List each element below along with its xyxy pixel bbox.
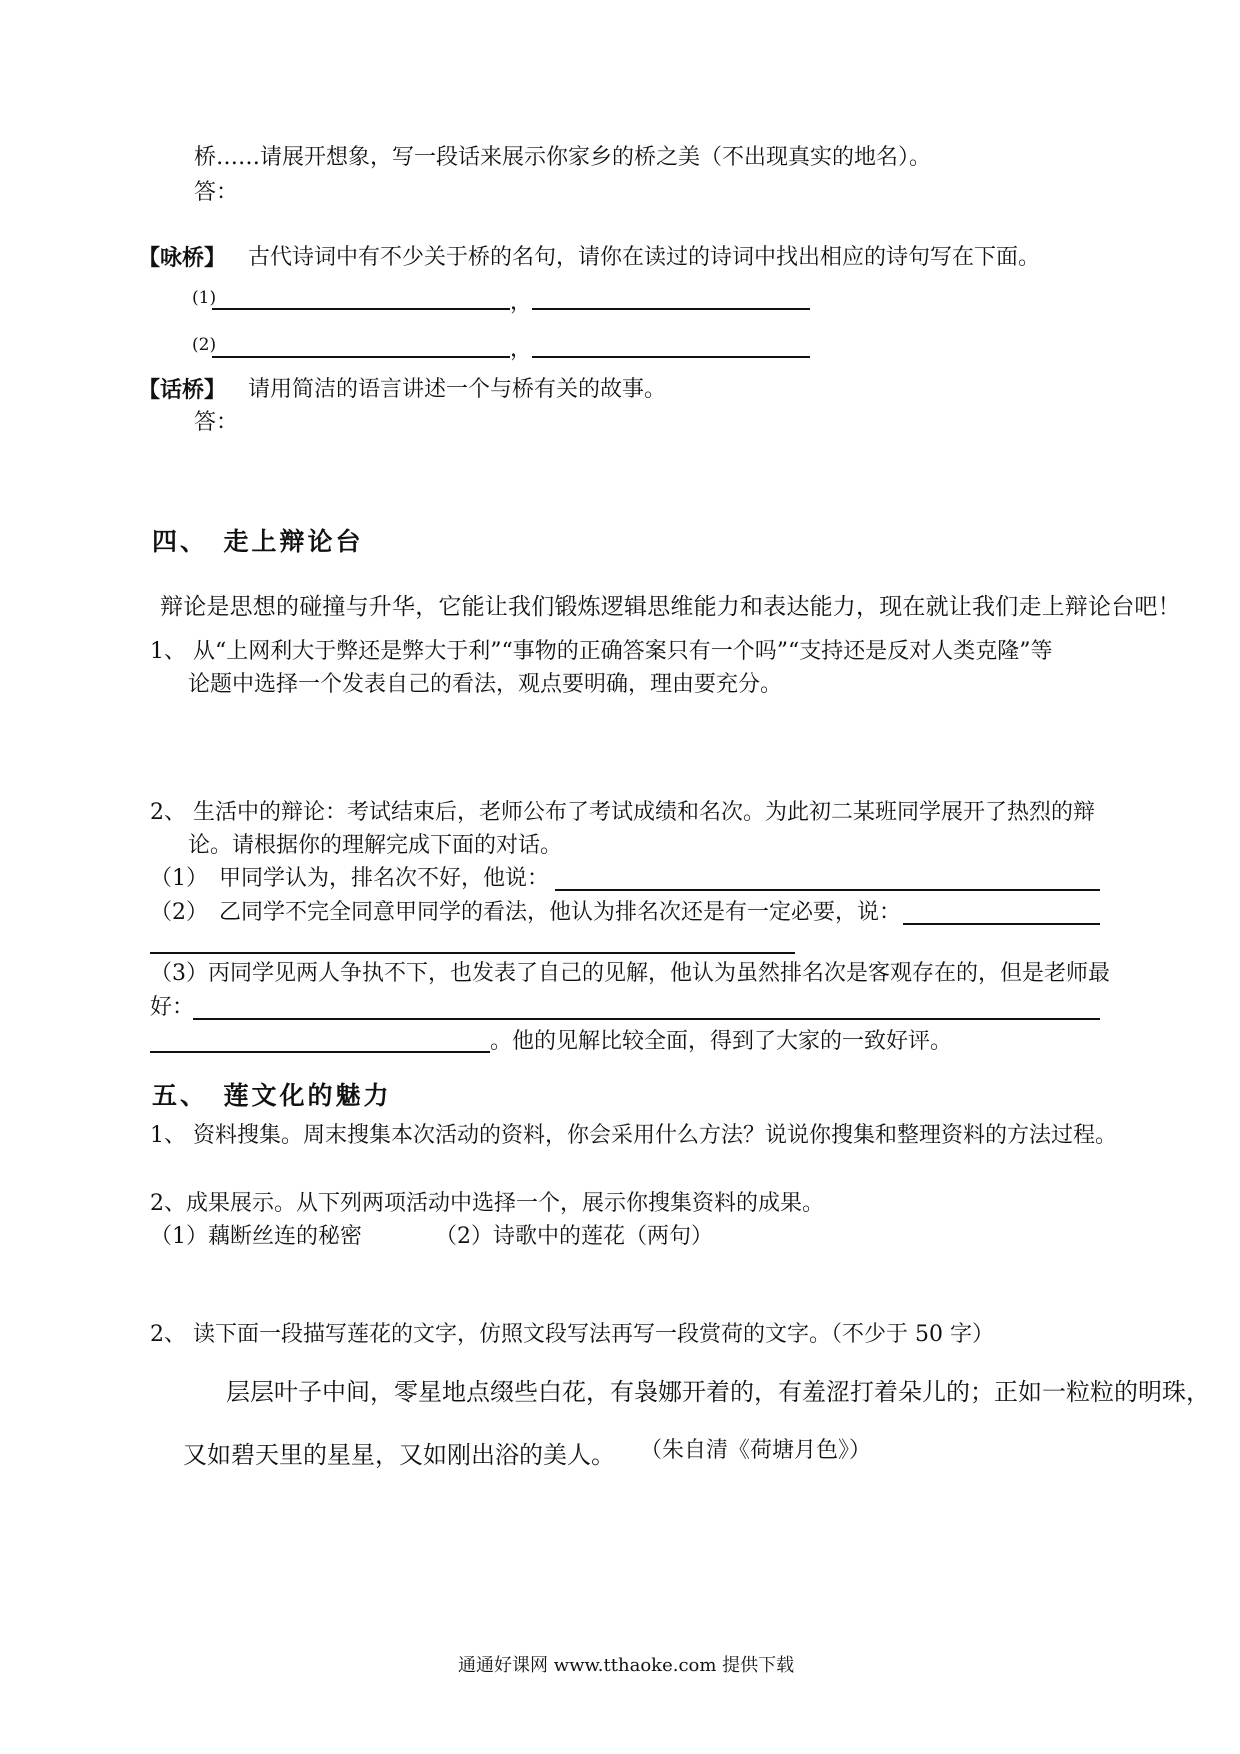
question-text: 2、 生活中的辩论：考试结束后，老师公布了考试成绩和名次。为此初二某班同学展开了热烈的辩 (150, 800, 1095, 825)
section-heading: 四、 走上辩论台 (152, 527, 364, 556)
answer-label: 答： (194, 180, 239, 205)
blank-item-label: (1) (192, 288, 217, 308)
answer-blank[interactable] (555, 889, 1100, 891)
answer-blank[interactable] (532, 356, 810, 358)
answer-blank[interactable] (150, 952, 795, 954)
blank-item-label: (2) (192, 335, 217, 355)
yong-qiao-text: 古代诗词中有不少关于桥的名句，请你在读过的诗词中找出相应的诗句写在下面。 (248, 245, 1041, 270)
quote-text: 层层叶子中间，零星地点缀些白花，有袅娜开着的，有羞涩打着朵儿的；正如一粒粒的明珠， (226, 1378, 1210, 1406)
dialogue-item: （1） 甲同学认为，排名次不好，他说： (150, 866, 549, 891)
answer-blank[interactable] (212, 356, 510, 358)
page-footer: 通通好课网 www.tthaoke.com 提供下载 (458, 1655, 795, 1676)
dialogue-item: 。他的见解比较全面，得到了大家的一致好评。 (490, 1029, 953, 1054)
bridge-intro-text: 桥……请展开想象，写一段话来展示你家乡的桥之美（不出现真实的地名）。 (194, 145, 932, 170)
answer-blank[interactable] (150, 1051, 490, 1053)
dialogue-item: （3）丙同学见两人争执不下，也发表了自己的见解，他认为虽然排名次是客观存在的，但是老师最 (150, 961, 1111, 986)
question-text: 1、 资料搜集。周末搜集本次活动的资料，你会采用什么方法？说说你搜集和整理资料的方法过程。 (150, 1123, 1117, 1148)
answer-blank[interactable] (532, 308, 810, 310)
dialogue-item: 好： (150, 995, 195, 1020)
option-item: （1）藕断丝连的秘密 (150, 1224, 362, 1249)
question-text: 2、成果展示。从下列两项活动中选择一个，展示你搜集资料的成果。 (150, 1191, 824, 1216)
section-heading: 五、 莲文化的魅力 (152, 1081, 392, 1110)
option-item: （2）诗歌中的莲花（两句） (435, 1224, 713, 1249)
answer-label: 答： (194, 410, 239, 435)
answer-blank[interactable] (903, 923, 1100, 925)
quote-text: 又如碧天里的星星，又如刚出浴的美人。 (183, 1441, 615, 1469)
answer-blank[interactable] (212, 308, 510, 310)
hua-qiao-text: 请用简洁的语言讲述一个与桥有关的故事。 (248, 377, 667, 402)
yong-qiao-label: 【咏桥】 (138, 245, 227, 271)
comma: ， (510, 337, 533, 362)
question-text: 2、 读下面一段描写莲花的文字，仿照文段写法再写一段赏荷的文字。（不少于 50 字） (150, 1322, 994, 1347)
question-text: 论题中选择一个发表自己的看法，观点要明确，理由要充分。 (188, 672, 783, 697)
dialogue-item: （2） 乙同学不完全同意甲同学的看法，他认为排名次还是有一定必要，说： (150, 900, 901, 925)
section-lead: 辩论是思想的碰撞与升华，它能让我们锻炼逻辑思维能力和表达能力，现在就让我们走上辩论台吧！ (160, 594, 1181, 620)
comma: ， (510, 290, 533, 315)
question-text: 1、 从“上网利大于弊还是弊大于利”“事物的正确答案只有一个吗”“支持还是反对人类克隆”等 (150, 639, 1053, 664)
hua-qiao-label: 【话桥】 (138, 377, 227, 403)
question-text: 论。请根据你的理解完成下面的对话。 (188, 833, 563, 858)
answer-blank[interactable] (193, 1018, 1100, 1020)
quote-source: （朱自清《荷塘月色》） (640, 1438, 872, 1463)
